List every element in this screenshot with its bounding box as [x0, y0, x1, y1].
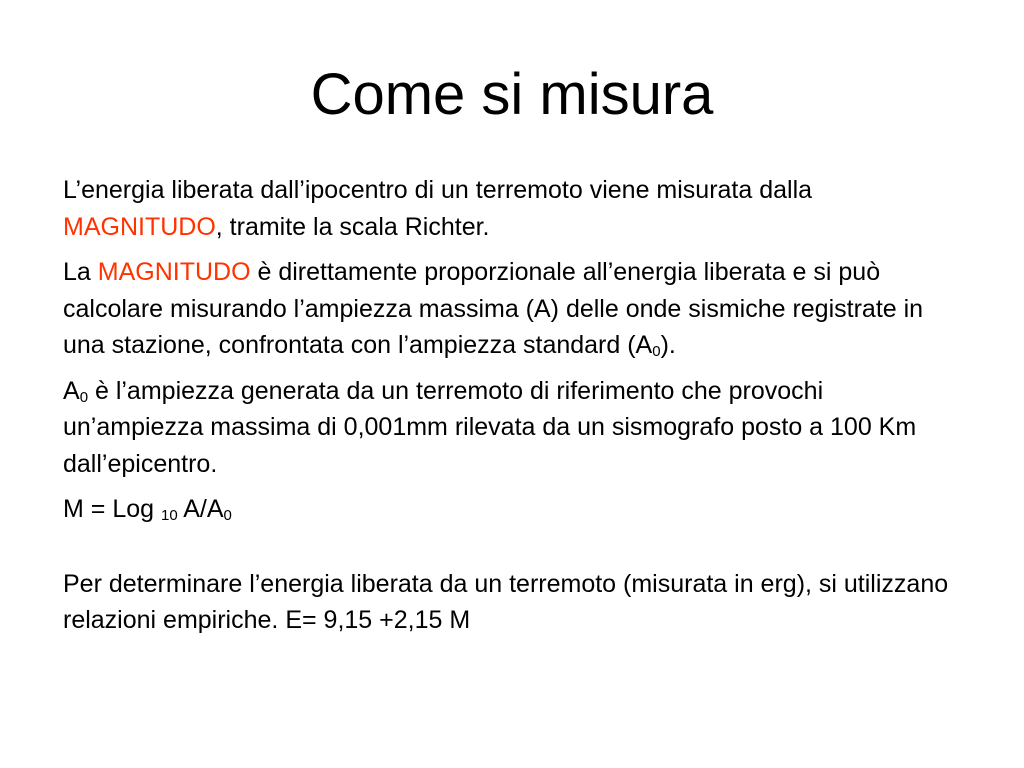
p3-text-a: A — [63, 376, 80, 405]
paragraph-energy-formula: Per determinare l’energia liberata da un terremoto (misurata in erg), si utilizzano relazioni empiriche. E= 9,15 +2,15 M — [63, 569, 949, 634]
slide-body — [63, 172, 953, 648]
subscript-zero: 0 — [223, 507, 232, 524]
p1-text-a: L’energia liberata dall’ipocentro di un terremoto viene misurata dalla — [63, 176, 813, 204]
magnitudo-highlight: MAGNITUDO — [97, 258, 251, 286]
formula-text-a: M = Log — [63, 495, 161, 523]
paragraph-magnitude-definition — [63, 254, 953, 364]
subscript-zero: 0 — [652, 343, 661, 360]
formula-text-b: A/A — [177, 495, 224, 523]
log-base-subscript: 10 — [160, 507, 178, 524]
p1-text-b: , tramite la scala Richter. — [215, 212, 490, 241]
subscript-zero: 0 — [79, 388, 89, 406]
magnitude-formula — [63, 491, 953, 528]
magnitudo-highlight: MAGNITUDO — [63, 212, 216, 241]
paragraph-energy-magnitude — [63, 172, 953, 245]
p3-text-b: è l’ampiezza generata da un terremoto di riferimento che provochi un’ampiezza massima di 0,001mm rilevata da un sismografo posto a 100 Km dall’epicentro. — [63, 376, 917, 478]
p2-text-b: è direttamente proporzionale all’energia liberata e si può calcolare misurando l’ampiezza massima (A) delle onde sismiche registrate in una stazione, confrontata con l’ampiezza standard (A — [63, 258, 924, 359]
slide-title: Come si misura — [310, 62, 714, 127]
p2-text-a: La — [63, 258, 98, 286]
paragraph-a0-definition — [63, 373, 953, 483]
p2-text-c: ). — [660, 331, 676, 359]
